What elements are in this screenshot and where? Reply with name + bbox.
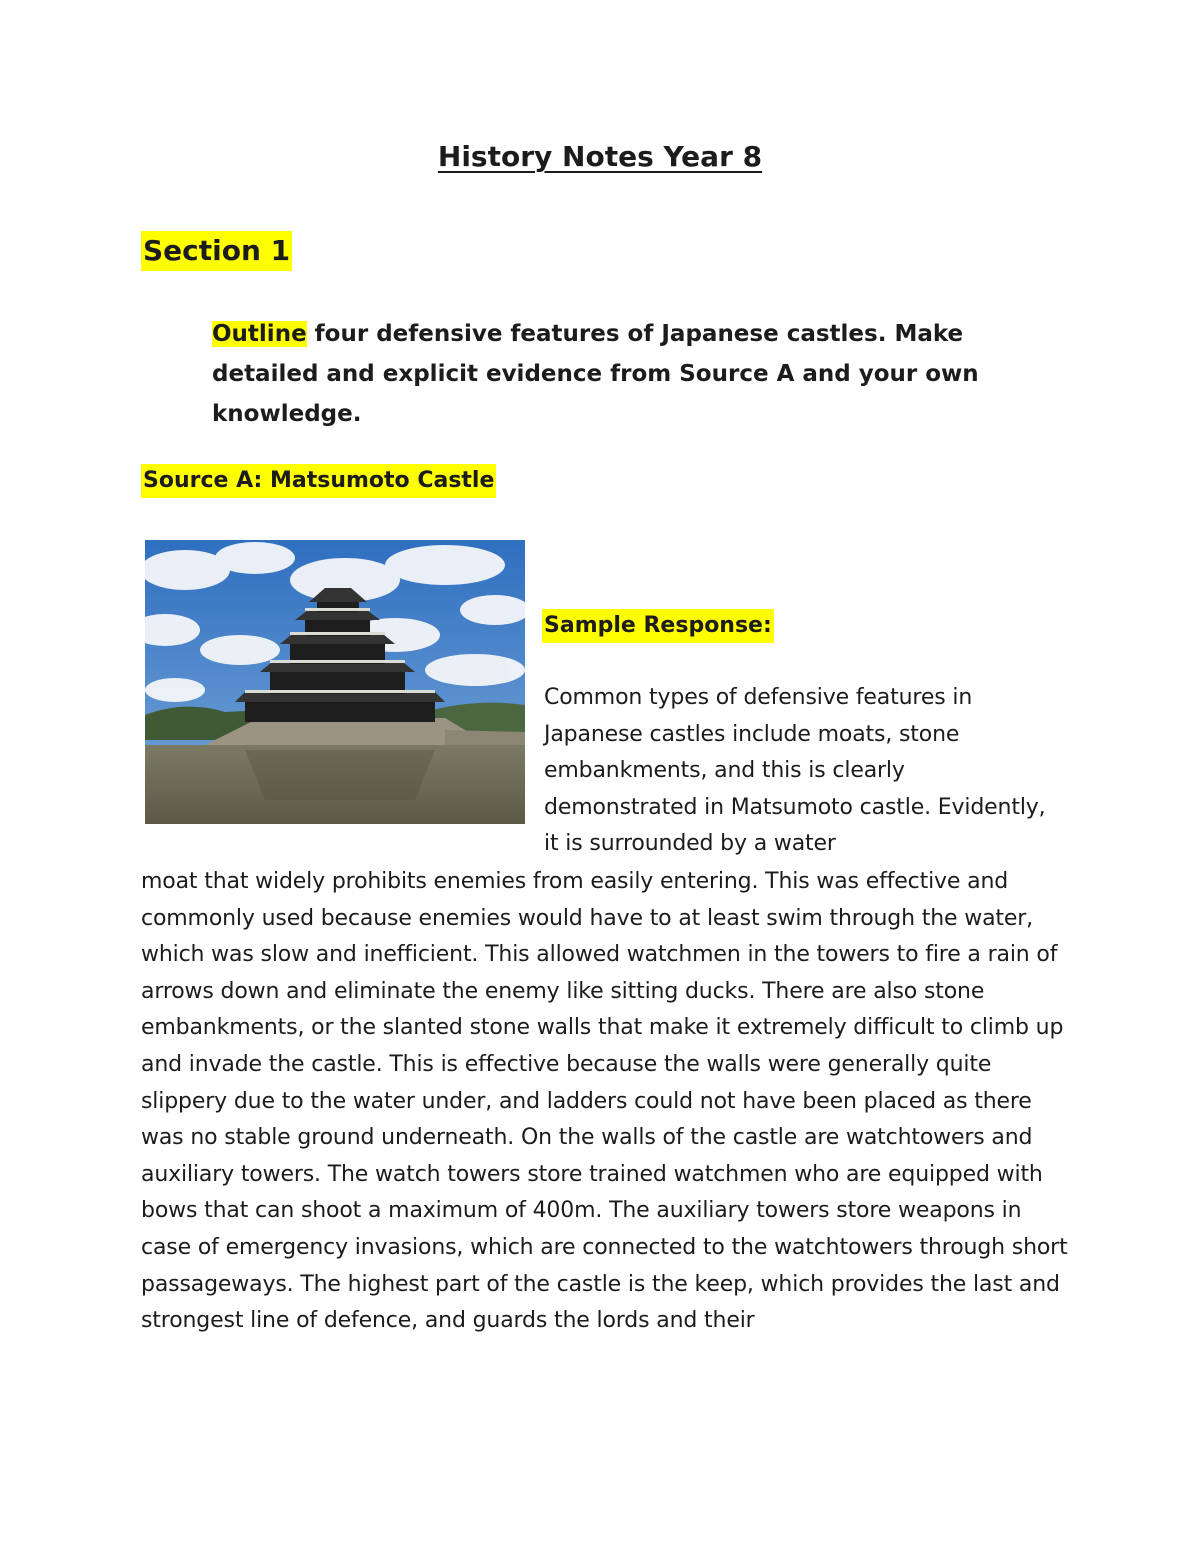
- question-keyword: Outline: [212, 321, 307, 347]
- question-prompt: [212, 314, 1062, 434]
- section-heading: Section 1: [141, 231, 292, 271]
- response-paragraph-top: Common types of defensive features in Japanese castles include moats, stone embankments, and this is clearly demonstrated in Matsumoto castle. Evidently, it is surrounded by a water: [544, 685, 1046, 857]
- castle-photo: [145, 540, 525, 824]
- source-heading: Source A: Matsumoto Castle: [141, 464, 496, 498]
- response-paragraph-continued: moat that widely prohibits enemies from easily entering. This was effective and commonly used because enemies would have to at least swim through the water, which was slow and inefficient. This allowed watchmen in the towers to fire a rain of arrows down and eliminate the enemy like sitting ducks. There are also stone embankments, or the slanted stone walls that make it extremely difficult to climb up and invade the castle. This is effective because the walls were generally quite slippery due to the water under, and ladders could not have been placed as there was no stable ground underneath. On the walls of the castle are watchtowers and auxiliary towers. The watch towers store trained watchmen who are equipped with bows that can shoot a maximum of 400m. The auxiliary towers store weapons in case of emergency invasions, which are connected to the watchtowers through short passageways. The highest part of the castle is the keep, which provides the last and strongest line of defence, and guards the lords and their: [141, 869, 1068, 1334]
- page-title: History Notes Year 8: [437, 140, 763, 173]
- question-text: four defensive features of Japanese castles. Make detailed and explicit evidence from Source A and your own knowledge.: [212, 321, 979, 427]
- sample-response-heading: Sample Response:: [542, 609, 774, 643]
